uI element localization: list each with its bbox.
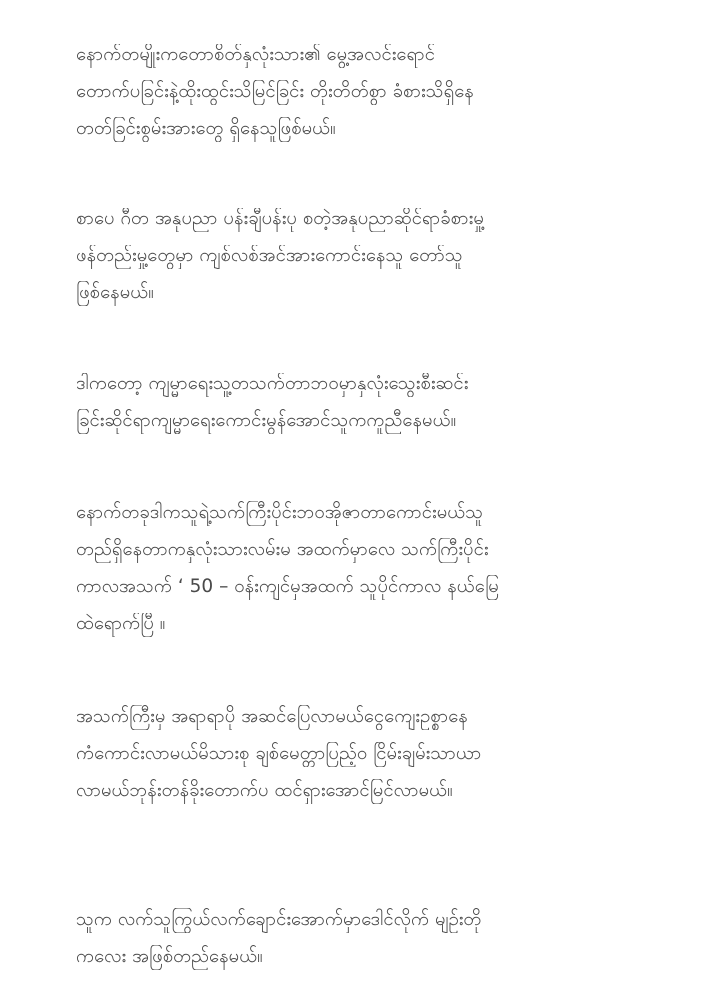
paragraph-2-line-2: ဖန်တည်းမှု့တွေမှာ ကျစ်လစ်အင်အားကောင်းနေသူ တော်သူ — [76, 245, 463, 266]
paragraph-1-line-3: တတ်ခြင်းစွမ်းအားတွေ ရှိနေသူဖြစ်မယ်။ — [76, 118, 336, 139]
paragraph-3-line-2: ခြင်းဆိုင်ရာကျမ္မာရေးကောင်းမွန်အောင်သူကကူညီနေမယ်။ — [76, 410, 457, 431]
paragraph-2-line-1: စာပေ ဂီတ အနုပညာ ပန်းချီပန်းပု စတဲ့အနုပညာဆိုင်ရာခံစားမှု့ — [76, 208, 484, 229]
paragraph-1 — [76, 36, 659, 147]
paragraph-5-line-3: လာမယ်ဘုန်းတန်ခိုးတောက်ပ ထင်ရှားအောင်မြင်လာမယ်။ — [76, 780, 453, 801]
paragraph-5 — [76, 698, 659, 809]
paragraph-2-line-3: ဖြစ်နေမယ်။ — [76, 282, 154, 303]
paragraph-5-line-1: အသက်ကြီးမှ အရာရာပို အဆင်ပြေလာမယ်ငွေကျေးဥစ္စာနေ — [76, 706, 468, 727]
paragraph-6-line-1: သူက လက်သူကြွယ်လက်ချောင်းအောက်မှာဒေါင်လိုက် မျဉ်းတို — [76, 909, 482, 930]
paragraph-6-line-2: ကလေး အဖြစ်တည်နေမယ်။ — [76, 946, 263, 967]
paragraph-3 — [76, 365, 659, 439]
paragraph-1-line-2: တောက်ပခြင်းနဲ့ထိုးထွင်းသိမြင်ခြင်း တိုးတိတ်စွာ ခံစားသိရှိနေ — [76, 81, 474, 102]
paragraph-4-line-3: ကာလအသက် ‘ 50 – ဝန်းကျင်မှအထက် သူပိုင်ကာလ နယ်မြေ — [76, 576, 499, 597]
paragraph-6 — [76, 901, 659, 975]
paragraph-3-line-1: ဒါကတော့ ကျမ္မာရေးသူ့တသက်တာဘဝမှာနှလုံးသွေးစီးဆင်း — [76, 373, 469, 394]
paragraph-1-line-1: နောက်တမျိုးကတောစိတ်နှလုံးသား၏ မွေ့အလင်းရောင် — [76, 44, 435, 65]
document-body — [76, 18, 659, 986]
paragraph-2 — [76, 200, 659, 311]
paragraph-4-line-4: ထဲရောက်ပြီ ။ — [76, 613, 166, 634]
paragraph-4 — [76, 494, 659, 642]
paragraph-4-line-1: နောက်တခုဒါကသူရဲ့သက်ကြီးပိုင်းဘဝအိုဇာတာကောင်းမယ်သူ — [76, 502, 484, 523]
paragraph-5-line-2: ကံကောင်းလာမယ်မိသားစု ချစ်မေတ္တာပြည့်ဝ ငြိမ်းချမ်းသာယာ — [76, 743, 482, 764]
paragraph-4-line-2: တည်ရှိနေတာကနှလုံးသားလမ်းမ အထက်မှာလေ သက်ကြီးပိုင်း — [76, 539, 489, 560]
